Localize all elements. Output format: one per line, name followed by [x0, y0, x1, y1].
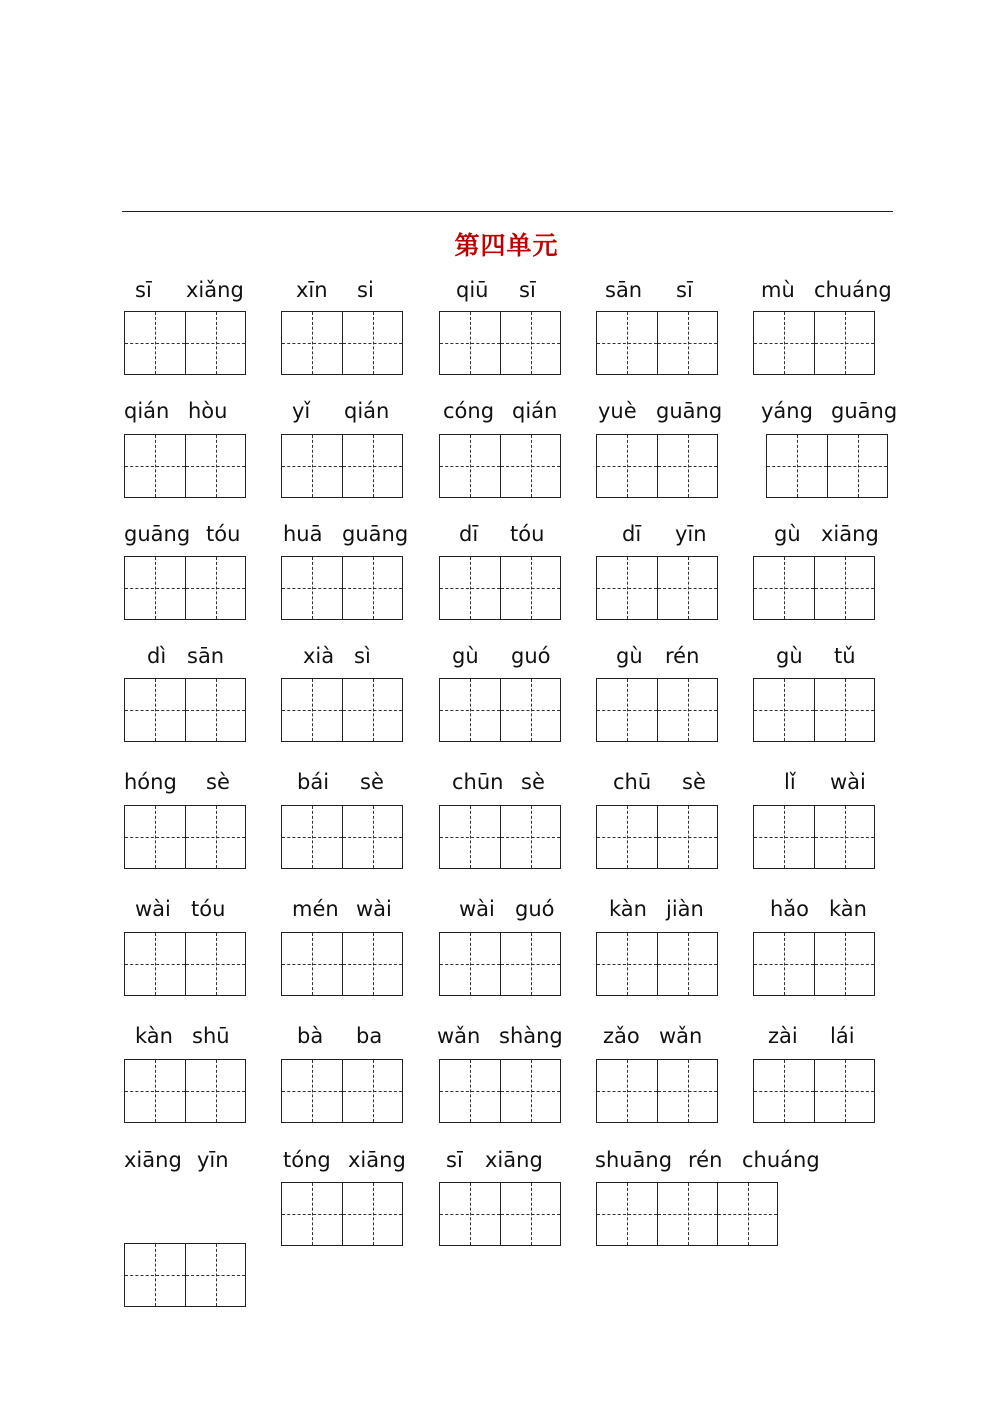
- pinyin-label: gù: [616, 644, 643, 668]
- tian-zi-cell[interactable]: [597, 806, 657, 868]
- tian-zi-cell[interactable]: [597, 312, 657, 374]
- tian-zi-cell[interactable]: [754, 557, 814, 619]
- tian-zi-cell[interactable]: [754, 933, 814, 995]
- tian-zi-cell[interactable]: [185, 806, 245, 868]
- page-title: 第四单元: [454, 231, 559, 260]
- writing-grid[interactable]: [281, 805, 403, 869]
- tian-zi-cell[interactable]: [657, 557, 717, 619]
- pinyin-label: yīn: [675, 522, 707, 546]
- writing-grid[interactable]: [124, 805, 246, 869]
- pinyin-label: chūn: [452, 770, 504, 794]
- writing-grid[interactable]: [439, 678, 561, 742]
- tian-zi-cell[interactable]: [500, 679, 560, 741]
- tian-zi-cell[interactable]: [657, 933, 717, 995]
- tian-zi-cell[interactable]: [500, 806, 560, 868]
- tian-zi-cell[interactable]: [282, 1060, 342, 1122]
- pinyin-label: xīn: [296, 278, 328, 302]
- writing-grid[interactable]: [596, 311, 718, 375]
- tian-zi-cell[interactable]: [440, 1183, 500, 1245]
- pinyin-label: tǔ: [834, 644, 856, 668]
- tian-zi-cell[interactable]: [597, 933, 657, 995]
- pinyin-label: xiāng: [348, 1148, 406, 1172]
- pinyin-label: qián: [124, 399, 170, 423]
- tian-zi-cell[interactable]: [125, 557, 185, 619]
- pinyin-label: xià: [303, 644, 335, 668]
- tian-zi-cell[interactable]: [282, 557, 342, 619]
- writing-grid[interactable]: [124, 678, 246, 742]
- pinyin-label: wǎn: [437, 1024, 481, 1048]
- writing-grid[interactable]: [596, 556, 718, 620]
- tian-zi-cell[interactable]: [440, 312, 500, 374]
- pinyin-label: bái: [297, 770, 330, 794]
- tian-zi-cell[interactable]: [657, 1060, 717, 1122]
- writing-grid[interactable]: [439, 311, 561, 375]
- pinyin-label: tóng: [283, 1148, 331, 1172]
- tian-zi-cell[interactable]: [814, 933, 874, 995]
- tian-zi-cell[interactable]: [814, 312, 874, 374]
- tian-zi-cell[interactable]: [657, 435, 717, 497]
- pinyin-label: si: [357, 278, 374, 302]
- pinyin-label: shū: [192, 1024, 230, 1048]
- pinyin-label: sè: [360, 770, 384, 794]
- writing-grid[interactable]: [596, 1182, 778, 1246]
- tian-zi-cell[interactable]: [440, 679, 500, 741]
- writing-grid[interactable]: [439, 1059, 561, 1123]
- tian-zi-cell[interactable]: [814, 679, 874, 741]
- pinyin-label: kàn: [135, 1024, 173, 1048]
- pinyin-label: cóng: [443, 399, 495, 423]
- tian-zi-cell[interactable]: [814, 1060, 874, 1122]
- pinyin-label: rén: [665, 644, 700, 668]
- writing-grid[interactable]: [753, 678, 875, 742]
- pinyin-label: guó: [511, 644, 551, 668]
- pinyin-label: jiàn: [666, 897, 704, 921]
- pinyin-label: yáng: [761, 399, 813, 423]
- tian-zi-cell[interactable]: [125, 1060, 185, 1122]
- tian-zi-cell[interactable]: [185, 557, 245, 619]
- pinyin-label: sè: [682, 770, 706, 794]
- pinyin-label: qiū: [456, 278, 489, 302]
- tian-zi-cell[interactable]: [814, 557, 874, 619]
- writing-grid[interactable]: [439, 932, 561, 996]
- tian-zi-cell[interactable]: [342, 312, 402, 374]
- tian-zi-cell[interactable]: [342, 806, 402, 868]
- pinyin-label: lái: [830, 1024, 855, 1048]
- tian-zi-cell[interactable]: [185, 679, 245, 741]
- pinyin-label: hòu: [188, 399, 228, 423]
- pinyin-label: qián: [344, 399, 390, 423]
- tian-zi-cell[interactable]: [500, 435, 560, 497]
- pinyin-label: tóu: [206, 522, 241, 546]
- pinyin-label: zài: [768, 1024, 798, 1048]
- tian-zi-cell[interactable]: [657, 806, 717, 868]
- tian-zi-cell[interactable]: [185, 435, 245, 497]
- writing-grid[interactable]: [281, 1182, 403, 1246]
- writing-grid[interactable]: [124, 556, 246, 620]
- tian-zi-cell[interactable]: [282, 312, 342, 374]
- tian-zi-cell[interactable]: [500, 933, 560, 995]
- pinyin-label: kàn: [829, 897, 867, 921]
- tian-zi-cell[interactable]: [500, 1183, 560, 1245]
- pinyin-label: chū: [613, 770, 652, 794]
- tian-zi-cell[interactable]: [754, 312, 814, 374]
- tian-zi-cell[interactable]: [754, 806, 814, 868]
- pinyin-label: guāng: [124, 522, 191, 546]
- pinyin-label: guāng: [831, 399, 898, 423]
- tian-zi-cell[interactable]: [342, 1060, 402, 1122]
- tian-zi-cell[interactable]: [125, 933, 185, 995]
- tian-zi-cell[interactable]: [282, 435, 342, 497]
- tian-zi-cell[interactable]: [597, 1183, 657, 1245]
- pinyin-label: sī: [446, 1148, 463, 1172]
- writing-grid[interactable]: [439, 434, 561, 498]
- pinyin-label: wài: [135, 897, 171, 921]
- pinyin-label: gù: [452, 644, 479, 668]
- writing-grid[interactable]: [124, 1243, 246, 1307]
- tian-zi-cell[interactable]: [440, 1060, 500, 1122]
- writing-grid[interactable]: [439, 556, 561, 620]
- tian-zi-cell[interactable]: [657, 1183, 717, 1245]
- pinyin-label: sī: [676, 278, 693, 302]
- writing-grid[interactable]: [596, 1059, 718, 1123]
- pinyin-label: gù: [774, 522, 801, 546]
- pinyin-label: dī: [459, 522, 479, 546]
- pinyin-label: dì: [147, 644, 167, 668]
- writing-grid[interactable]: [124, 434, 246, 498]
- writing-grid[interactable]: [596, 805, 718, 869]
- writing-grid[interactable]: [281, 1059, 403, 1123]
- tian-zi-cell[interactable]: [282, 679, 342, 741]
- writing-grid[interactable]: [124, 1059, 246, 1123]
- tian-zi-cell[interactable]: [282, 933, 342, 995]
- tian-zi-cell[interactable]: [185, 1244, 245, 1306]
- pinyin-label: hóng: [124, 770, 177, 794]
- pinyin-label: yīn: [197, 1148, 229, 1172]
- pinyin-label: mén: [292, 897, 339, 921]
- pinyin-label: kàn: [609, 897, 647, 921]
- tian-zi-cell[interactable]: [500, 312, 560, 374]
- pinyin-label: sè: [206, 770, 230, 794]
- writing-grid[interactable]: [766, 434, 888, 498]
- pinyin-label: wài: [459, 897, 495, 921]
- tian-zi-cell[interactable]: [500, 1060, 560, 1122]
- writing-grid[interactable]: [753, 311, 875, 375]
- tian-zi-cell[interactable]: [827, 435, 887, 497]
- pinyin-label: chuáng: [814, 278, 892, 302]
- tian-zi-cell[interactable]: [767, 435, 827, 497]
- tian-zi-cell[interactable]: [814, 806, 874, 868]
- header-rule: [122, 211, 893, 212]
- tian-zi-cell[interactable]: [754, 1060, 814, 1122]
- tian-zi-cell[interactable]: [597, 557, 657, 619]
- writing-grid[interactable]: [281, 434, 403, 498]
- tian-zi-cell[interactable]: [342, 679, 402, 741]
- pinyin-label: wài: [830, 770, 866, 794]
- tian-zi-cell[interactable]: [717, 1183, 777, 1245]
- writing-grid[interactable]: [753, 805, 875, 869]
- tian-zi-cell[interactable]: [754, 679, 814, 741]
- writing-grid[interactable]: [281, 311, 403, 375]
- pinyin-label: qián: [512, 399, 558, 423]
- pinyin-label: xiāng: [485, 1148, 543, 1172]
- writing-grid[interactable]: [596, 678, 718, 742]
- pinyin-label: tóu: [510, 522, 545, 546]
- writing-grid[interactable]: [596, 932, 718, 996]
- tian-zi-cell[interactable]: [282, 806, 342, 868]
- writing-grid[interactable]: [281, 556, 403, 620]
- pinyin-label: sì: [354, 644, 371, 668]
- pinyin-label: sè: [521, 770, 545, 794]
- pinyin-label: sān: [187, 644, 225, 668]
- pinyin-label: sī: [135, 278, 152, 302]
- pinyin-label: tóu: [191, 897, 226, 921]
- pinyin-label: huā: [283, 522, 323, 546]
- tian-zi-cell[interactable]: [657, 679, 717, 741]
- pinyin-label: wǎn: [659, 1024, 703, 1048]
- pinyin-label: zǎo: [603, 1024, 640, 1048]
- tian-zi-cell[interactable]: [440, 933, 500, 995]
- writing-grid[interactable]: [753, 932, 875, 996]
- writing-grid[interactable]: [281, 932, 403, 996]
- tian-zi-cell[interactable]: [500, 557, 560, 619]
- tian-zi-cell[interactable]: [125, 312, 185, 374]
- pinyin-label: xiǎng: [186, 278, 244, 302]
- pinyin-label: mù: [761, 278, 795, 302]
- tian-zi-cell[interactable]: [597, 1060, 657, 1122]
- pinyin-label: yuè: [598, 399, 637, 423]
- tian-zi-cell[interactable]: [440, 435, 500, 497]
- tian-zi-cell[interactable]: [185, 312, 245, 374]
- writing-grid[interactable]: [439, 805, 561, 869]
- pinyin-label: xiāng: [821, 522, 879, 546]
- pinyin-label: ba: [356, 1024, 383, 1048]
- pinyin-label: shàng: [499, 1024, 563, 1048]
- writing-grid[interactable]: [281, 678, 403, 742]
- pinyin-label: gù: [776, 644, 803, 668]
- tian-zi-cell[interactable]: [440, 557, 500, 619]
- tian-zi-cell[interactable]: [342, 557, 402, 619]
- pinyin-label: guāng: [342, 522, 409, 546]
- tian-zi-cell[interactable]: [125, 679, 185, 741]
- tian-zi-cell[interactable]: [440, 806, 500, 868]
- pinyin-label: sī: [519, 278, 536, 302]
- pinyin-label: bà: [297, 1024, 324, 1048]
- pinyin-label: sān: [605, 278, 643, 302]
- tian-zi-cell[interactable]: [342, 1183, 402, 1245]
- writing-grid[interactable]: [124, 311, 246, 375]
- tian-zi-cell[interactable]: [125, 1244, 185, 1306]
- tian-zi-cell[interactable]: [657, 312, 717, 374]
- pinyin-label: hǎo: [770, 897, 810, 921]
- pinyin-label: guāng: [656, 399, 723, 423]
- writing-grid[interactable]: [596, 434, 718, 498]
- tian-zi-cell[interactable]: [125, 435, 185, 497]
- pinyin-label: rén: [688, 1148, 723, 1172]
- tian-zi-cell[interactable]: [282, 1183, 342, 1245]
- tian-zi-cell[interactable]: [125, 806, 185, 868]
- tian-zi-cell[interactable]: [342, 933, 402, 995]
- pinyin-label: yǐ: [292, 399, 311, 423]
- tian-zi-cell[interactable]: [185, 1060, 245, 1122]
- pinyin-label: lǐ: [784, 770, 796, 794]
- tian-zi-cell[interactable]: [342, 435, 402, 497]
- writing-grid[interactable]: [753, 556, 875, 620]
- writing-grid[interactable]: [439, 1182, 561, 1246]
- tian-zi-cell[interactable]: [597, 679, 657, 741]
- writing-grid[interactable]: [124, 932, 246, 996]
- pinyin-label: wài: [356, 897, 392, 921]
- tian-zi-cell[interactable]: [597, 435, 657, 497]
- writing-grid[interactable]: [753, 1059, 875, 1123]
- pinyin-label: dī: [622, 522, 642, 546]
- pinyin-label: shuāng: [595, 1148, 673, 1172]
- pinyin-label: guó: [515, 897, 555, 921]
- pinyin-label: xiāng: [124, 1148, 182, 1172]
- pinyin-label: chuáng: [742, 1148, 820, 1172]
- tian-zi-cell[interactable]: [185, 933, 245, 995]
